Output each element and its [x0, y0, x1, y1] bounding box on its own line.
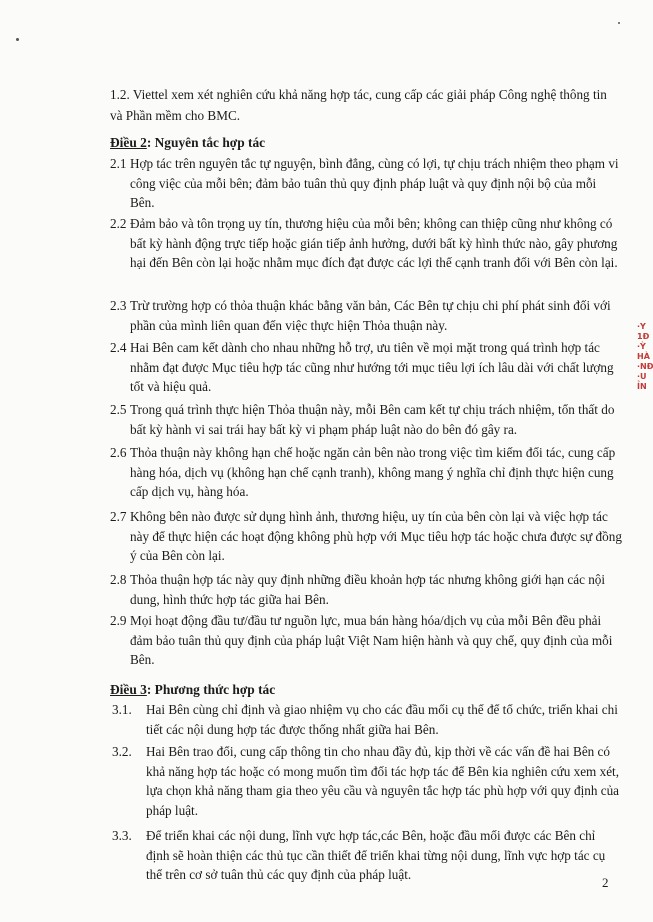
stamp-fragment: ·Y 1Đ ·Ỳ HÀ ·NĐ ·U ỈN [637, 322, 653, 391]
article-title: : Nguyên tắc hợp tác [146, 135, 266, 150]
scan-speck [16, 38, 19, 41]
clause-text: Trong quá trình thực hiện Thỏa thuận này, mỗi Bên cam kết tự chịu trách nhiệm, tổn thất do bất kỳ hành vi sai trái hay bất kỳ vi phạm pháp luật nào do bên đó gây ra. [130, 402, 615, 437]
clause-number: 2.2 [110, 216, 127, 231]
article-title: : Phương thức hợp tác [146, 682, 276, 697]
clause-text: Trừ trường hợp có thỏa thuận khác bằng văn bản, Các Bên tự chịu chi phí phát sinh đối với phần của mình liên quan đến việc thực hiện Thỏa thuận này. [130, 298, 611, 333]
clause-2-1 [110, 154, 622, 213]
clause-text: Hợp tác trên nguyên tắc tự nguyện, bình đẳng, cùng có lợi, tự chịu trách nhiệm theo phạm vi công việc của mỗi bên; đảm bảo tuân thủ quy định pháp luật và quy định nội bộ của mỗi Bên. [130, 156, 619, 211]
clause-3-3 [110, 826, 622, 885]
clause-text: Hai Bên cùng chỉ định và giao nhiệm vụ cho các đầu mối cụ thể để tổ chức, triển khai chi tiết các nội dung hợp tác được thống nhất giữa hai Bên. [146, 702, 618, 737]
article-2-heading [110, 133, 265, 153]
page-number: 2 [602, 875, 609, 890]
clause-text: Để triển khai các nội dung, lĩnh vực hợp tác,các Bên, hoặc đầu mối được các Bên chỉ định sẽ hoàn thiện các thủ tục cần thiết để triển khai từng nội dung, lĩnh vực hợp tác cụ thể trên cơ sở tuân thủ các quy định của pháp luật. [146, 828, 606, 883]
article-label: Điều 3 [110, 682, 147, 697]
clause-text: Đảm bảo và tôn trọng uy tín, thương hiệu của mỗi bên; không can thiệp cũng như không có bất kỳ hành động trực tiếp hoặc gián tiếp ảnh hưởng, dưới bất kỳ hình thức nào, gây phương hại đến Bên còn lại hoặc nhằm mục đích đạt được các lợi thế cạnh tranh đối với Bên còn lại. [130, 216, 618, 271]
clause-number: 2.9 [110, 613, 127, 628]
scan-speck [618, 22, 620, 24]
clause-number: 3.3. [112, 828, 132, 843]
clause-number: 2.7 [110, 509, 127, 524]
clause-number: 2.3 [110, 298, 127, 313]
clause-number: 2.1 [110, 156, 127, 171]
clause-1-2 [110, 84, 620, 126]
clause-2-5 [110, 400, 622, 439]
clause-2-3 [110, 296, 622, 335]
clause-number: 3.2. [112, 744, 132, 759]
clause-text: Hai Bên cam kết dành cho nhau những hỗ trợ, ưu tiên về mọi mặt trong quá trình hợp tác nhằm đạt được Mục tiêu hợp tác cũng như hướng tới mục tiêu lợi ích lâu dài với chất lượng tốt và hiệu quả. [130, 340, 614, 395]
clause-2-7 [110, 507, 622, 566]
article-label: Điều 2 [110, 135, 147, 150]
clause-number: 2.8 [110, 572, 127, 587]
clause-2-6 [110, 443, 622, 502]
clause-text: Mọi hoạt động đầu tư/đầu tư nguồn lực, mua bán hàng hóa/dịch vụ của mỗi Bên đều phải đảm bảo tuân thủ quy định của pháp luật Việt Nam hiện hành và quy chế, quy định của mỗi Bên. [130, 613, 613, 668]
clause-text: 1.2. Viettel xem xét nghiên cứu khả năng hợp tác, cung cấp các giải pháp Công nghệ thông tin và Phần mềm cho BMC. [110, 87, 607, 123]
clause-number: 2.6 [110, 445, 127, 460]
clause-3-2 [110, 742, 622, 820]
clause-number: 2.4 [110, 340, 127, 355]
article-3-heading [110, 680, 275, 700]
clause-2-8 [110, 570, 622, 609]
clause-2-4 [110, 338, 622, 397]
clause-text: Không bên nào được sử dụng hình ảnh, thương hiệu, uy tín của bên còn lại và việc hợp tác này để thực hiện các hoạt động không phù hợp với Mục tiêu hợp tác hoặc chưa được sự đồng ý của Bên còn lại. [130, 509, 622, 564]
clause-2-2 [110, 214, 622, 273]
clause-text: Thỏa thuận này không hạn chế hoặc ngăn cản bên nào trong việc tìm kiếm đối tác, cung cấp hàng hóa, dịch vụ (không hạn chế cạnh tranh), không mang ý nghĩa chỉ định thực hiện cung cấp dịch vụ, hàng hóa. [130, 445, 616, 500]
clause-number: 3.1. [112, 702, 132, 717]
clause-number: 2.5 [110, 402, 127, 417]
clause-text: Thỏa thuận hợp tác này quy định những điều khoản hợp tác nhưng không giới hạn các nội dung, hình thức hợp tác giữa hai Bên. [130, 572, 606, 607]
clause-text: Hai Bên trao đổi, cung cấp thông tin cho nhau đầy đủ, kịp thời về các vấn đề hai Bên có khả năng hợp tác hoặc có mong muốn tìm đối tác hợp tác để Bên kia nghiên cứu xem xét, lựa chọn khả năng tham gia theo yêu cầu và nguyên tắc hợp tác phù hợp với quy định của pháp luật. [146, 744, 620, 818]
clause-3-1 [110, 700, 622, 739]
clause-2-9 [110, 611, 622, 670]
